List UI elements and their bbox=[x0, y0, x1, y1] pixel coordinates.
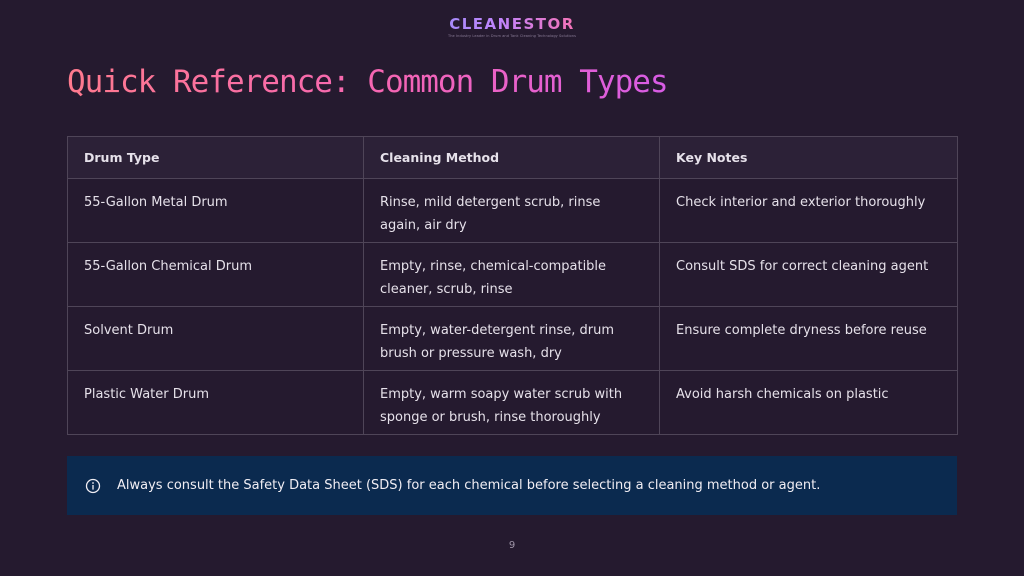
table-header-row bbox=[68, 137, 958, 179]
logo bbox=[0, 14, 1024, 38]
cell-cleaning-method: Empty, water-detergent rinse, drum brush or pressure wash, dry bbox=[364, 307, 660, 371]
cell-cleaning-method: Rinse, mild detergent scrub, rinse again, air dry bbox=[364, 179, 660, 243]
sds-callout bbox=[67, 456, 957, 515]
table-row bbox=[68, 179, 958, 243]
callout-text: Always consult the Safety Data Sheet (SDS) for each chemical before selecting a cleaning method or agent. bbox=[117, 478, 821, 493]
cell-drum-type: Solvent Drum bbox=[68, 307, 364, 371]
cell-key-notes: Avoid harsh chemicals on plastic bbox=[660, 371, 958, 435]
cell-cleaning-method: Empty, warm soapy water scrub with sponge or brush, rinse thoroughly bbox=[364, 371, 660, 435]
cell-cleaning-method: Empty, rinse, chemical-compatible cleaner, scrub, rinse bbox=[364, 243, 660, 307]
cell-drum-type: Plastic Water Drum bbox=[68, 371, 364, 435]
table-row bbox=[68, 307, 958, 371]
column-header-cleaning-method: Cleaning Method bbox=[364, 137, 660, 179]
drum-types-table bbox=[67, 136, 958, 435]
cell-key-notes: Check interior and exterior thoroughly bbox=[660, 179, 958, 243]
cell-drum-type: 55-Gallon Chemical Drum bbox=[68, 243, 364, 307]
page-title: Quick Reference: Common Drum Types bbox=[67, 64, 668, 100]
table-row bbox=[68, 371, 958, 435]
table-row bbox=[68, 243, 958, 307]
column-header-key-notes: Key Notes bbox=[660, 137, 958, 179]
page-number: 9 bbox=[508, 540, 516, 551]
column-header-drum-type: Drum Type bbox=[68, 137, 364, 179]
cell-drum-type: 55-Gallon Metal Drum bbox=[68, 179, 364, 243]
info-icon bbox=[85, 478, 101, 494]
logo-tagline: The Industry Leader in Drum and Tank Cleaning Technology Solutions bbox=[447, 34, 577, 38]
logo-wordmark: CLEANESTOR bbox=[449, 15, 575, 33]
cell-key-notes: Ensure complete dryness before reuse bbox=[660, 307, 958, 371]
cell-key-notes: Consult SDS for correct cleaning agent bbox=[660, 243, 958, 307]
